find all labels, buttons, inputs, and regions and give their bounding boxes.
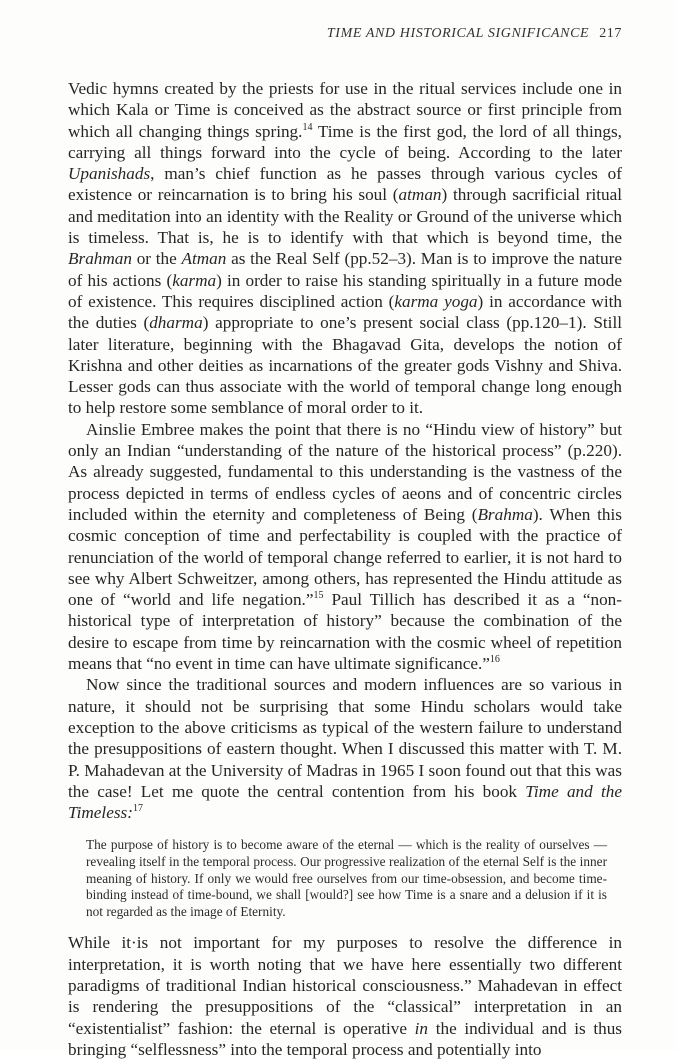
footnote-marker: 14: [302, 121, 313, 133]
running-header: [68, 26, 622, 42]
italic-term: atman: [398, 185, 442, 205]
paragraph-interpretation: While it·is not important for my purposes to resolve the difference in interpretation, it is worth noting that we have here essentially two different paradigms of traditional Indian historical consciousness.” Mahadevan in effect is rendering the presuppositions of the “classical” interpretation in an “existentialist” fashion: the eternal is operative in the individual and is thus bringing “selflessness” into the temporal process and potentially into: [68, 933, 622, 1059]
italic-term: Upanishads: [68, 164, 151, 184]
paragraph-vedic-hymns: Vedic hymns created by the priests for use in the ritual services include one in which Kala or Time is conceived as the abstract source or first principle from which all changing things spring.$^{14}$ Time is the first god, the lord of all things, carrying all things forward into the cycle of being. According to the later Upanishads, man’s chief function as he passes through various cycles of existence or reincarnation is to bring his soul (atman) through sacrificial ritual and meditation into an identity with the Reality or Ground of the universe which is timeless. That is, he is to identify with that which is beyond time, the Brahman or the Atman as the Real Self (pp.52–3). Man is to improve the nature of his actions (karma) in order to raise his standing spiritually in a future mode of existence. This requires disciplined action (karma yoga) in accordance with the duties (dharma) appropriate to one’s present social class (pp.120–1). Still later literature, beginning with the Bhagavad Gita, develops the notion of Krishna and other deities as incarnations of the greater gods Vishny and Shiva. Lesser gods can thus associate with the world of temporal change long enough to help restore some semblance of moral order to it.: [68, 79, 623, 418]
footnote-marker: 16: [489, 654, 500, 666]
paragraph-mahadevan-intro: Now since the traditional sources and modern influences are so various in nature, it should not be surprising that some Hindu scholars would take exception to the above criticisms as typical of the western failure to understand the presuppositions of eastern thought. When I discussed this matter with T. M. P. Mahadevan at the University of Madras in 1965 I soon found out that this was the case! Let me quote the central contention from his book Time and the Timeless:$^{17}$: [68, 675, 622, 823]
footnote-marker: 17: [132, 803, 143, 815]
italic-term: in: [414, 1018, 429, 1038]
running-title: TIME AND HISTORICAL SIGNIFICANCE: [326, 26, 590, 41]
body-text: [68, 78, 622, 1060]
italic-term: Atman: [181, 249, 227, 269]
italic-term: Brahma: [477, 504, 533, 524]
italic-term: Brahman: [68, 249, 132, 269]
paragraph-embree: Ainslie Embree makes the point that there is no “Hindu view of history” but only an Indian “understanding of the nature of the historical process” (p.220). As already suggested, fundamental to this understanding is the vastness of the process depicted in terms of endless cycles of aeons and of concentric circles included within the eternity and completeness of Being (Brahma). When this cosmic conception of time and perfectability is coupled with the practice of renunciation of the world of temporal change referred to earlier, it is not hard to see why Albert Schweitzer, among others, has represented the Hindu attitude as one of “world and life negation.”$^{15}$ Paul Tillich has described it as a “non-historical type of interpretation of history” because the combination of the desire to escape from time by reincarnation with the cosmic wheel of repetition means that “no event in time can have ultimate significance.”$^{16}$: [68, 419, 622, 674]
italic-term: karma yoga: [394, 291, 478, 311]
footnote-marker: 15: [313, 590, 324, 602]
italic-term: dharma: [149, 313, 203, 333]
italic-term: karma: [172, 270, 217, 290]
page-number: 217: [599, 26, 622, 41]
italic-term: Time and the Timeless:: [68, 781, 622, 823]
block-quote: The purpose of history is to become aware of the eternal — which is the reality of ourselves — revealing itself in the temporal process. Our progressive realization of the eternal Self is the inner meaning of history. If only we would free ourselves from our time-obsession, and become time-binding instead of time-bound, we shall [would?] see how Time is a snare and a delusion if it is not regarded as the image of Eternity.: [86, 837, 607, 919]
